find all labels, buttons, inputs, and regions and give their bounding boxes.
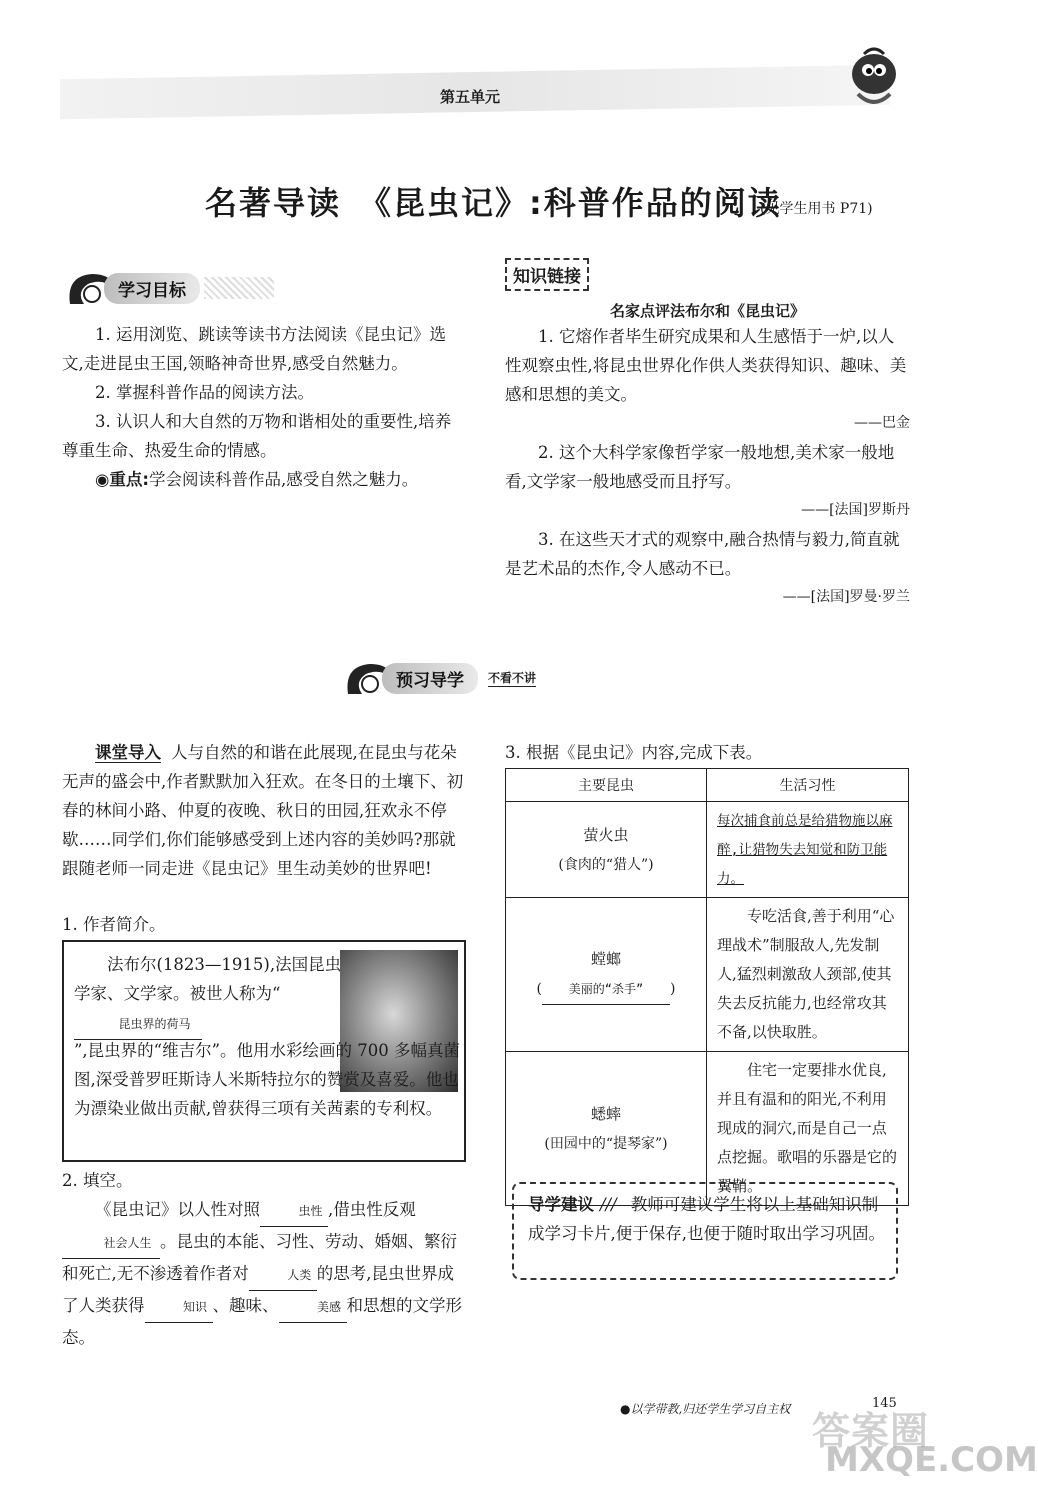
nickname-blank: 美丽的“杀手” [542, 974, 670, 1005]
advice-paragraph [528, 1190, 888, 1248]
quote-author: ——巴金 [854, 415, 910, 431]
fill-blank: 知识 [145, 1293, 213, 1323]
fill-text: 和思想的文学形态。 [62, 1296, 462, 1347]
key-point-label: ◉重点: [95, 470, 149, 489]
goals-badge-label: 学习目标 [104, 273, 200, 304]
fill-blank: 人类 [249, 1261, 317, 1291]
knowledge-tag: 知识链接 [505, 258, 589, 291]
author-heading: 1. 作者简介。 [62, 915, 166, 934]
fill-blank: 社会人生 [62, 1229, 160, 1259]
insect-nickname: (食肉的“猎人”) [558, 856, 654, 873]
author-text-top [74, 950, 342, 1040]
insect-name: 萤火虫 [583, 825, 629, 844]
title-note: (见学生用书 P71) [760, 201, 873, 217]
intro-label: 课堂导入 [95, 743, 161, 762]
knowledge-title: 名家点评法布尔和《昆虫记》 [609, 302, 805, 320]
col-header-habit: 生活习性 [707, 769, 909, 802]
table-row [506, 898, 909, 1052]
key-point-text: 学会阅读科普作品,感受自然之魅力。 [149, 470, 419, 489]
author-blank: 昆虫界的荷马 [74, 1010, 202, 1040]
footer-motto: ●以学带教,归还学生学习自主权 [620, 1402, 791, 1416]
advice-slash: /// [600, 1195, 617, 1214]
insect-cell [506, 898, 707, 1052]
habit-cell: 专吃活食,善于利用“心理战术”制服敌人,先发制人,猛烈刺激敌人颈部,使其失去反抗能力,也经常攻其不备,以快取胜。 [707, 898, 909, 1052]
quote-author: ——[法国]罗斯丹 [801, 502, 910, 518]
page-number: 145 [872, 1396, 897, 1411]
author-text-2: ”,昆虫界的“维吉尔”。他用水彩绘画的 700 多幅真菌图,深受普罗旺斯诗人米斯特拉尔的赞赏及喜爱。他也为漂染业做出贡献,曾获得三项有关茜素的专利权。 [74, 1041, 461, 1118]
insect-cell [506, 802, 707, 898]
preview-badge-label: 预习导学 [382, 663, 478, 694]
intro-paragraph [62, 738, 467, 883]
quote-text: 3. 在这些天才式的观察中,融合热情与毅力,简直就是艺术品的杰作,令人感动不已。 [505, 530, 900, 578]
watermark-url: MXQE.COM [825, 1440, 1038, 1480]
intro-text: 人与自然的和谐在此展现,在昆虫与花朵无声的盛会中,作者默默加入狂欢。在冬日的土壤下、初春的林间小路、仲夏的夜晚、秋日的田园,狂欢永不停歇……同学们,你们能够感受到上述内容的美妙吗?那就跟随老师一同走进《昆虫记》里生动美妙的世界吧! [62, 743, 464, 878]
table-header-row [506, 769, 909, 802]
habit-cell: 住宅一定要排水优良,并且有温和的阳光,不利用现成的洞穴,而是自己一点点挖掘。歌唱的乐器是它的翼鞘。 [707, 1052, 909, 1206]
fill-text: 。昆虫的本能、习性、劳动、婚姻、繁衍和死亡,无不渗透着作者对 [62, 1232, 457, 1283]
fill-text: ,借虫性反观 [328, 1200, 416, 1219]
insect-nickname: (田园中的“提琴家”) [544, 1135, 668, 1152]
unit-label: 第五单元 [440, 88, 501, 106]
quote-text: 2. 这个大科学家像哲学家一般地想,美术家一般地看,文学家一般地感受而且抒写。 [505, 443, 895, 491]
fill-blank: 虫性 [260, 1197, 328, 1227]
habit-cell [707, 802, 909, 898]
advice-label: 导学建议 [528, 1195, 594, 1214]
quote-text: 1. 它熔作者毕生研究成果和人生感悟于一炉,以人性观察虫性,将昆虫世界化作供人类获得知识、趣味、美感和思想的美文。 [505, 327, 907, 404]
key-point [62, 465, 467, 494]
fill-text: 、趣味、 [212, 1296, 279, 1315]
author-text-bottom [74, 1036, 462, 1123]
quote-author: ——[法国]罗曼·罗兰 [782, 589, 910, 605]
col-header-insect: 主要昆虫 [506, 769, 707, 802]
goals-badge [62, 266, 274, 310]
insect-name: 蟋蟀 [590, 1104, 621, 1123]
fill-paragraph [62, 1195, 467, 1352]
page-title: 名著导读 《昆虫记》:科普作品的阅读 [205, 184, 782, 222]
watermark: 答案圈 [812, 1409, 930, 1453]
preview-sub: 不看不讲 [488, 671, 537, 685]
fill-blank: 美感 [279, 1293, 347, 1323]
mascot-icon [838, 44, 908, 114]
quotes-list [505, 322, 910, 612]
goals-list [62, 320, 467, 494]
goal-item: 3. 认识人和大自然的万物和谐相处的重要性,培养尊重生命、热爱生命的情感。 [62, 412, 452, 460]
habit-text: 每次捕食前总是给猎物施以麻醉,让猎物失去知觉和防卫能力。 [717, 813, 893, 887]
preview-badge [340, 656, 536, 700]
goal-item: 2. 掌握科普作品的阅读方法。 [95, 383, 314, 402]
author-text-1: 法布尔(1823—1915),法国昆虫学家、文学家。被世人称为“ [74, 955, 342, 1003]
insect-nickname: ( 美丽的“杀手” ) [507, 974, 705, 1005]
habits-table [505, 768, 909, 1206]
goal-item: 1. 运用浏览、跳读等读书方法阅读《昆虫记》选文,走进昆虫王国,领略神奇世界,感受自然魅力。 [62, 325, 446, 373]
badge-hatch [204, 277, 274, 299]
fill-text: 《昆虫记》以人性对照 [95, 1200, 260, 1219]
advice-text: 教师可建议学生将以上基础知识制成学习卡片,便于保存,也便于随时取出学习巩固。 [528, 1195, 885, 1243]
table-heading: 3. 根据《昆虫记》内容,完成下表。 [505, 743, 763, 762]
insect-name: 螳螂 [590, 950, 621, 968]
fill-text: 的思考,昆虫世界成了人类获得 [62, 1264, 454, 1315]
fill-heading: 2. 填空。 [62, 1171, 133, 1190]
nickname-paren: ( [536, 981, 542, 997]
table-row [506, 802, 909, 898]
